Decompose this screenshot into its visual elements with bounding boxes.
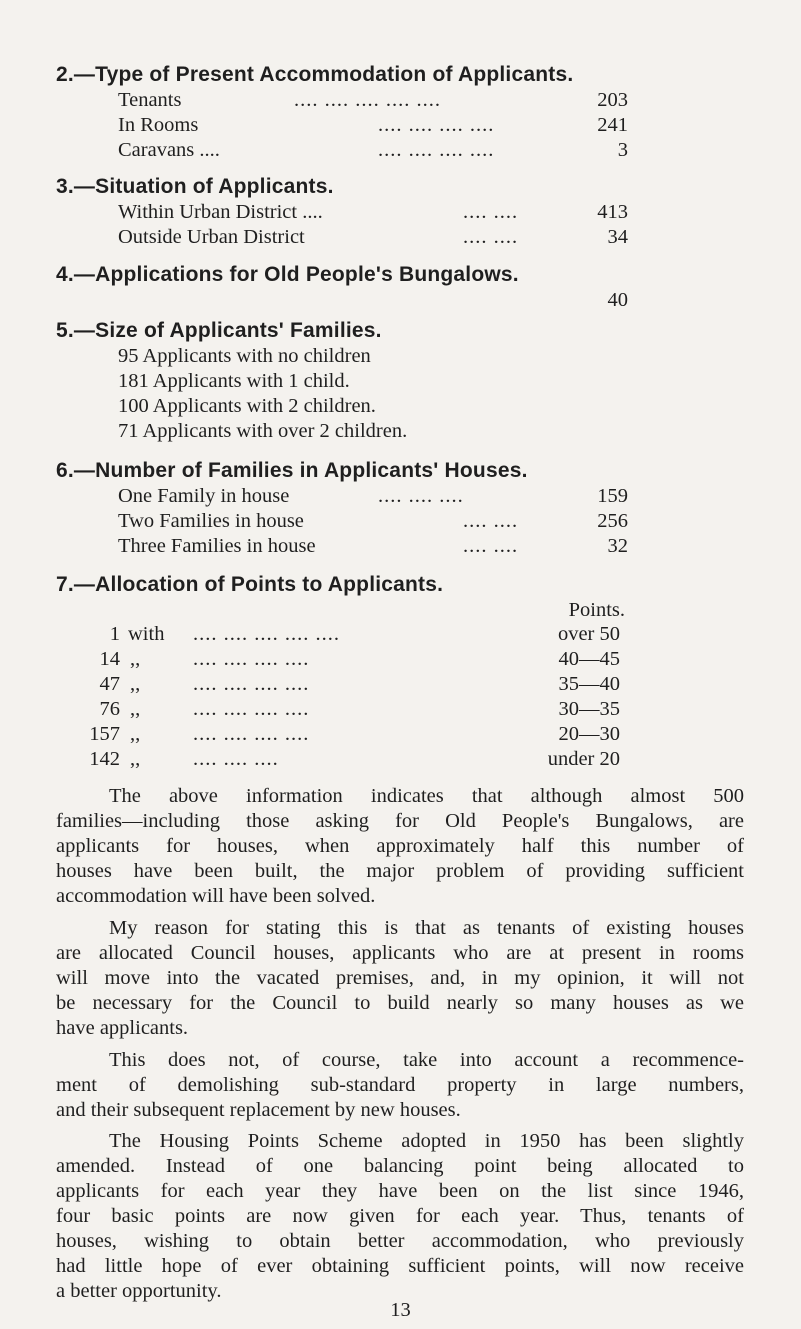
table-row [80,747,620,772]
row-label: One Family in house [118,485,290,507]
row-label: Outside Urban District [118,226,305,248]
leader-dots: .... .... .... .... [378,114,495,136]
page-number: 13 [390,1299,411,1321]
text-line: applicants for houses, when approximately half this number of [56,835,744,857]
paragraph-2 [56,916,744,1041]
row-label: with [128,623,165,645]
table-row [118,88,628,113]
row-label: Tenants [118,89,182,111]
section-7-heading: 7.—Allocation of Points to Applicants. [56,573,444,596]
ditto-mark: ,, [130,723,141,745]
ditto-mark: ,, [130,648,141,670]
row-label: Within Urban District .... [118,201,323,223]
text-line: ment of demolishing sub-standard property in large numbers, [56,1074,744,1096]
list-item: 100 Applicants with 2 children. [118,395,376,417]
leader-dots: .... .... [463,535,519,557]
text-line: amended. Instead of one balancing point being allocated to [56,1155,744,1177]
table-row [80,722,620,747]
row-label: In Rooms [118,114,199,136]
paragraph-4 [56,1129,744,1304]
text-line: have applicants. [56,1017,189,1039]
applicant-count: 76 [99,698,120,720]
bungalow-applications-value: 40 [607,289,628,311]
text-line: be necessary for the Council to build nearly so many houses as we [56,992,744,1014]
leader-dots: .... .... .... .... [193,673,310,695]
text-line: families—including those asking for Old People's Bungalows, are [56,810,744,832]
leader-dots: .... .... .... .... [193,723,310,745]
leader-dots: .... .... .... .... .... [193,623,340,645]
ditto-mark: ,, [130,748,141,770]
row-value: 159 [597,485,628,507]
leader-dots: .... .... .... .... .... [294,89,441,111]
paragraph-1 [56,784,744,909]
text-line: and their subsequent replacement by new houses. [56,1099,461,1121]
text-line: The above information indicates that although almost 500 [109,785,744,807]
row-label: Two Families in house [118,510,304,532]
points-range: over 50 [557,623,620,645]
text-line: applicants for each year they have been on the list since 1946, [56,1180,744,1202]
table-row [118,534,628,559]
table-row [118,138,628,163]
leader-dots: .... .... .... .... [193,648,310,670]
applicant-count: 47 [99,673,120,695]
table-row [80,622,620,647]
points-column-header: Points. [568,599,625,621]
row-label: Caravans .... [118,139,220,161]
ditto-mark: ,, [130,698,141,720]
table-row [118,200,628,225]
row-label: Three Families in house [118,535,316,557]
section-5-heading: 5.—Size of Applicants' Families. [56,319,382,342]
table-row [118,484,628,509]
list-item: 71 Applicants with over 2 children. [118,420,408,442]
section-3-heading: 3.—Situation of Applicants. [56,175,334,198]
leader-dots: .... .... .... .... [378,139,495,161]
points-range: 20—30 [558,723,620,745]
list-item: 95 Applicants with no children [118,345,371,367]
row-value: 203 [597,89,628,111]
leader-dots: .... .... .... [193,748,279,770]
points-range: under 20 [547,748,620,770]
section-2-heading: 2.—Type of Present Accommodation of Applicants. [56,63,574,86]
points-range: 30—35 [558,698,620,720]
leader-dots: .... .... [463,201,519,223]
paragraph-3 [56,1048,744,1123]
text-line: will move into the vacated premises, and, in my opinion, it will not [56,967,744,989]
applicant-count: 1 [109,623,120,645]
table-row [118,225,628,250]
text-line: accommodation will have been solved. [56,885,376,907]
row-value: 413 [597,201,628,223]
leader-dots: .... .... .... .... [193,698,310,720]
row-value: 34 [607,226,628,248]
ditto-mark: ,, [130,673,141,695]
text-line: houses have been built, the major problem of providing sufficient [56,860,744,882]
table-row [118,113,628,138]
row-value: 3 [617,139,628,161]
table-row [80,672,620,697]
text-line: houses, wishing to obtain better accommodation, who previously [56,1230,744,1252]
leader-dots: .... .... .... [378,485,464,507]
text-line: The Housing Points Scheme adopted in 1950 has been slightly [109,1130,744,1152]
row-value: 241 [597,114,628,136]
text-line: four basic points are now given for each year. Thus, tenants of [56,1205,744,1227]
section-6-heading: 6.—Number of Families in Applicants' Houses. [56,459,528,482]
table-row [80,647,620,672]
text-line: a better opportunity. [56,1280,222,1302]
list-item: 181 Applicants with 1 child. [118,370,350,392]
row-value: 256 [597,510,628,532]
applicant-count: 142 [89,748,120,770]
applicant-count: 14 [99,648,120,670]
points-range: 40—45 [558,648,620,670]
table-row [80,697,620,722]
text-line: had little hope of ever obtaining sufficient points, will now receive [56,1255,744,1277]
text-line: My reason for stating this is that as tenants of existing houses [109,917,744,939]
table-row [118,509,628,534]
leader-dots: .... .... [463,226,519,248]
applicant-count: 157 [89,723,120,745]
text-line: are allocated Council houses, applicants who are at present in rooms [56,942,744,964]
text-line: This does not, of course, take into account a recommence- [109,1049,744,1071]
section-4-heading: 4.—Applications for Old People's Bungalows. [56,263,519,286]
row-value: 32 [607,535,628,557]
leader-dots: .... .... [463,510,519,532]
points-range: 35—40 [558,673,620,695]
